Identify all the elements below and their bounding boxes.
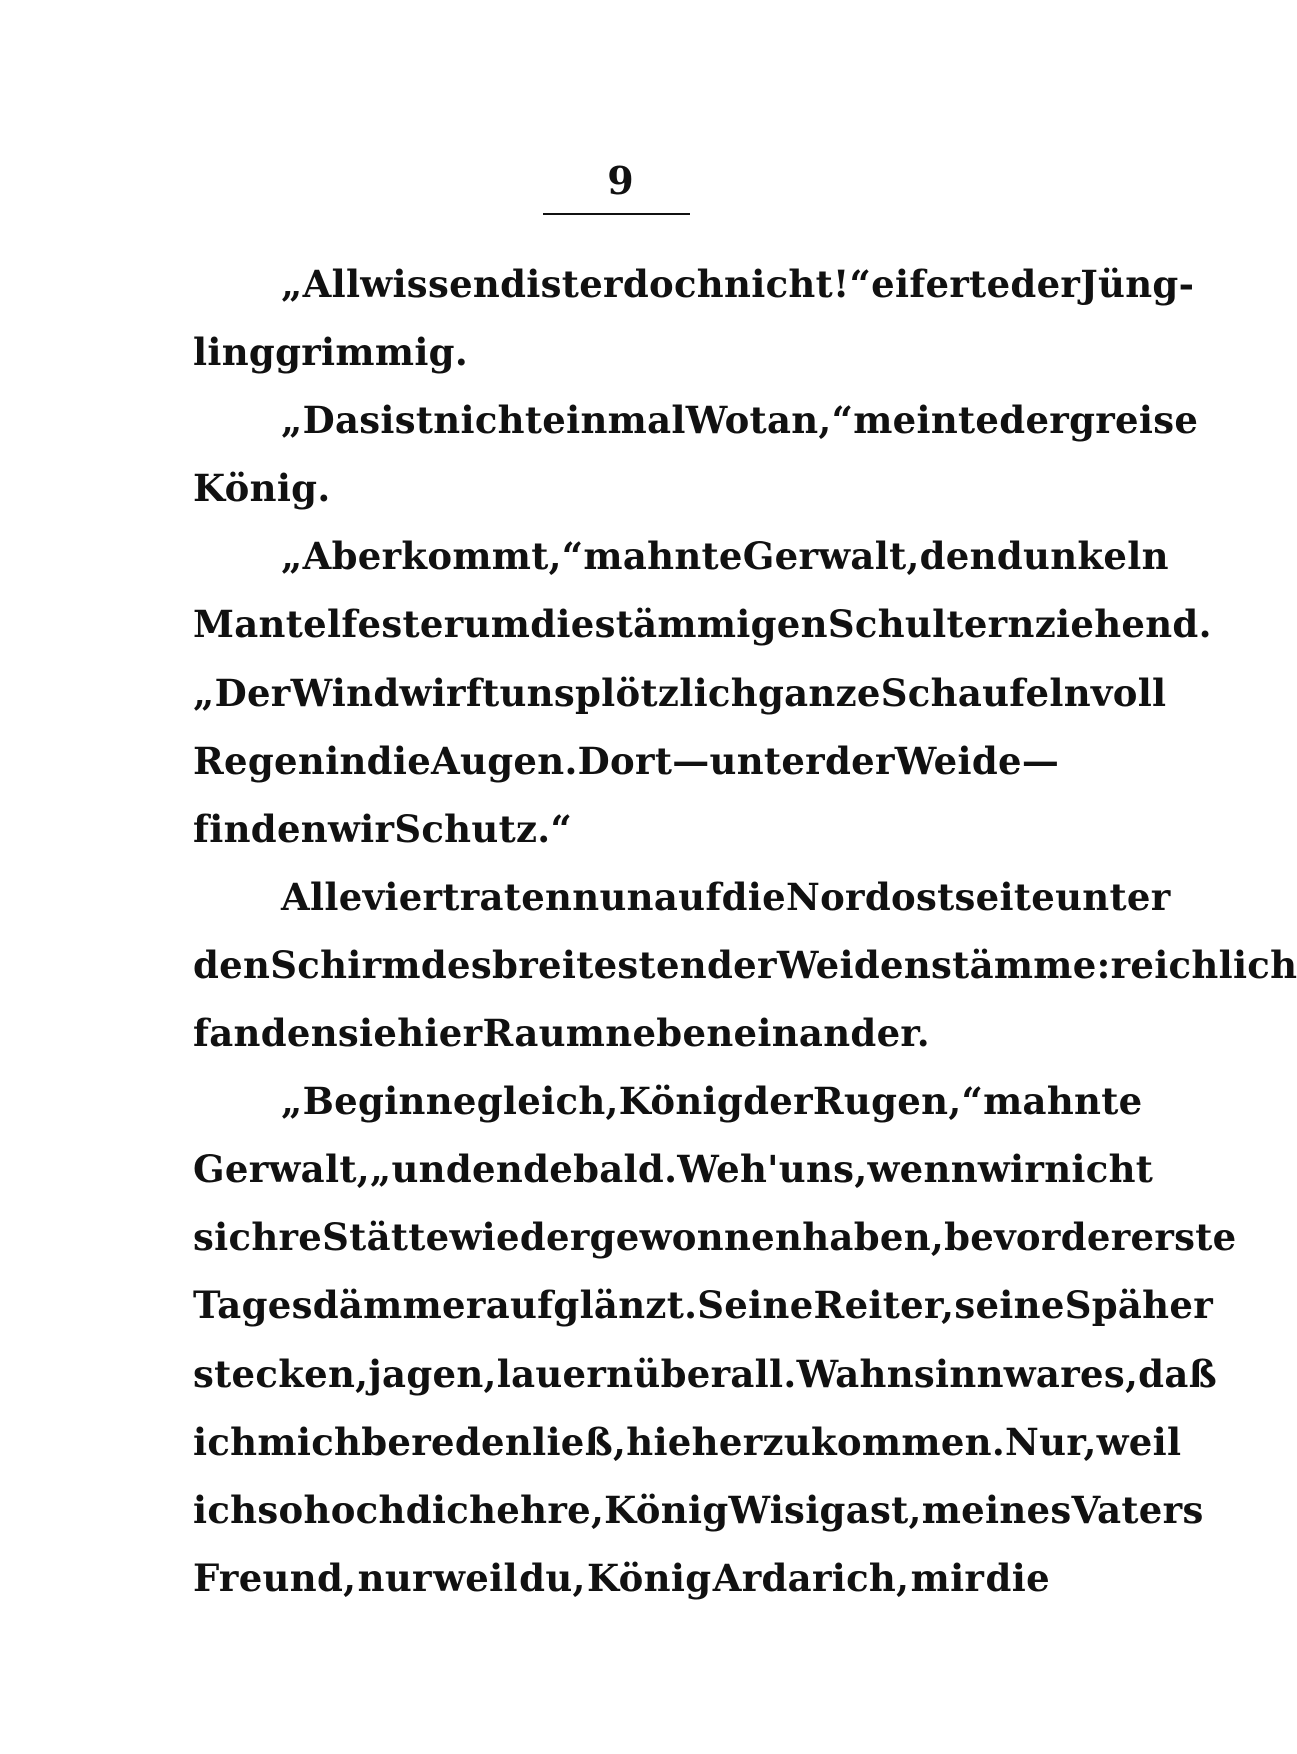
word: gewonnen <box>589 1215 803 1260</box>
word: einmal <box>542 398 686 443</box>
word: daß <box>1138 1351 1218 1396</box>
text-line <box>193 931 1297 999</box>
text-line <box>193 727 1060 795</box>
text-line <box>193 1067 1143 1135</box>
word: nicht!“ <box>724 262 872 306</box>
word: Nur, <box>1005 1419 1097 1464</box>
word: Weh' <box>677 1147 779 1192</box>
word: König <box>587 1555 712 1600</box>
word: neben <box>605 1011 734 1056</box>
word: auf <box>653 874 722 919</box>
word: ziehend. <box>1034 602 1212 647</box>
word: finden <box>193 806 328 851</box>
word: ich <box>193 1487 258 1532</box>
word: Regen <box>193 738 326 783</box>
body-text <box>193 250 1297 1612</box>
header-rule <box>543 213 690 215</box>
word: „Allwissend <box>281 262 527 306</box>
text-line <box>193 1544 1050 1612</box>
word: Schultern <box>827 602 1035 647</box>
word: Gerwalt, <box>742 534 920 579</box>
word: fanden <box>193 1011 338 1056</box>
word: Schutz.“ <box>394 806 573 851</box>
word: Mantel <box>193 602 342 647</box>
word: unter <box>1055 874 1171 919</box>
word: es, <box>1080 1351 1139 1396</box>
word: die <box>366 738 432 783</box>
text-line <box>193 318 1050 386</box>
word: Gerwalt, <box>193 1147 370 1192</box>
word: den <box>193 942 271 987</box>
word: wieder <box>449 1215 590 1260</box>
word: — <box>672 738 710 783</box>
word: wir <box>977 1147 1045 1192</box>
word: Wotan,“ <box>685 398 854 443</box>
word: stämmigen <box>594 602 828 647</box>
word: Wisigast, <box>728 1487 922 1532</box>
word: Jüng- <box>1080 262 1195 306</box>
word: des <box>420 942 493 987</box>
word: die <box>530 602 595 647</box>
word: der <box>1010 262 1081 306</box>
word: hoch <box>303 1487 406 1532</box>
word: Vaters <box>1071 1487 1204 1532</box>
word: „Das <box>281 398 381 443</box>
word: Weide <box>894 738 1022 783</box>
word: grimmig. <box>275 330 469 375</box>
word: dunkeln <box>996 534 1169 579</box>
word: fester <box>341 602 464 647</box>
text-line <box>193 1271 1213 1339</box>
word: zu <box>762 1419 811 1464</box>
word: der <box>743 1079 813 1124</box>
text-line <box>193 1340 1218 1408</box>
word: Stätte <box>322 1215 450 1260</box>
word: „Beginne <box>281 1079 477 1124</box>
word: nicht <box>433 398 543 443</box>
word: traten <box>442 874 573 919</box>
word: wenn <box>867 1147 978 1192</box>
text-line <box>193 454 1050 522</box>
text-line <box>193 1476 1204 1544</box>
word: Freund, <box>193 1555 357 1600</box>
word: hieher <box>626 1419 763 1464</box>
text-line <box>193 795 1050 863</box>
text-line <box>193 522 1169 590</box>
word: sichre <box>193 1215 323 1260</box>
word: mich <box>257 1419 362 1464</box>
word: Seine <box>697 1283 814 1328</box>
word: lauern <box>496 1351 634 1396</box>
word: nun <box>572 874 654 919</box>
word: König. <box>193 466 331 511</box>
word: Dort <box>577 738 673 783</box>
word: plötzlich <box>575 670 758 715</box>
word: Wahnsinn <box>796 1351 1004 1396</box>
word: mir <box>910 1555 985 1600</box>
text-line <box>193 1203 1237 1271</box>
word: gleich, <box>476 1079 619 1124</box>
word: greise <box>1069 398 1199 443</box>
word: Raum <box>482 1011 606 1056</box>
word: bereden <box>361 1419 533 1464</box>
word: jagen, <box>368 1351 497 1396</box>
word: ist <box>526 262 580 306</box>
text-line <box>193 1135 1154 1203</box>
word: die <box>721 874 786 919</box>
word: kommen. <box>811 1419 1006 1464</box>
word: breitesten <box>492 942 707 987</box>
word: Reiter, <box>813 1283 955 1328</box>
word: hier <box>397 1011 483 1056</box>
word: weil <box>1096 1419 1182 1464</box>
word: aufglänzt. <box>485 1283 698 1328</box>
word: Rugen,“ <box>812 1079 984 1124</box>
text-line <box>193 1408 1182 1476</box>
word: um <box>463 602 531 647</box>
word: doch <box>622 262 725 306</box>
text-line <box>193 863 1171 931</box>
word: wir <box>328 806 395 851</box>
word: Schaufeln <box>880 670 1091 715</box>
word: vier <box>362 874 443 919</box>
word: nicht <box>1044 1147 1154 1192</box>
word: meines <box>921 1487 1072 1532</box>
word: Tagesdämmer <box>193 1283 486 1328</box>
word: ende <box>472 1147 574 1192</box>
word: Ardarich, <box>712 1555 910 1600</box>
word: Augen. <box>431 738 578 783</box>
word: überall. <box>633 1351 797 1396</box>
word: der <box>707 942 777 987</box>
word: Wind <box>290 670 400 715</box>
word: wirft <box>399 670 500 715</box>
word: bevor <box>944 1215 1061 1260</box>
word: Schirm <box>270 942 421 987</box>
text-line <box>193 250 1195 318</box>
word: eiferte <box>871 262 1011 306</box>
text-line <box>193 386 1199 454</box>
word: Nordostseite <box>785 874 1056 919</box>
word: „Aber <box>281 534 402 579</box>
word: unter <box>709 738 825 783</box>
word: meinte <box>853 398 1000 443</box>
text-line <box>193 590 1212 658</box>
word: uns <box>499 670 576 715</box>
word: so <box>257 1487 304 1532</box>
word: ließ, <box>532 1419 627 1464</box>
word: ganze <box>757 670 881 715</box>
word: „und <box>369 1147 473 1192</box>
word: ist <box>380 398 434 443</box>
word: der <box>824 738 895 783</box>
word: der <box>1060 1215 1131 1260</box>
word: der <box>999 398 1070 443</box>
word: mahnte <box>583 534 743 579</box>
word: nur <box>357 1555 432 1600</box>
word: stecken, <box>193 1351 369 1396</box>
word: in <box>325 738 367 783</box>
word: bald. <box>573 1147 678 1192</box>
word: seine <box>954 1283 1065 1328</box>
word: du, <box>519 1555 586 1600</box>
word: mahnte <box>983 1079 1143 1124</box>
word: Späher <box>1064 1283 1213 1328</box>
word: kommt,“ <box>401 534 584 579</box>
word: voll <box>1090 670 1167 715</box>
word: ich <box>193 1419 258 1464</box>
text-line <box>193 999 1050 1067</box>
word: Weidenstämme: <box>776 942 1111 987</box>
word: ling <box>193 330 276 375</box>
word: weil <box>433 1555 518 1600</box>
word: Alle <box>281 874 363 919</box>
word: er <box>579 262 623 306</box>
word: haben, <box>802 1215 945 1260</box>
word: „Der <box>193 670 291 715</box>
word: uns, <box>778 1147 868 1192</box>
word: König <box>618 1079 744 1124</box>
word: König <box>604 1487 729 1532</box>
word: war <box>1003 1351 1081 1396</box>
word: — <box>1021 738 1060 783</box>
text-line <box>193 659 1167 727</box>
page-number: 9 <box>607 158 634 203</box>
word: den <box>919 534 997 579</box>
word: dich <box>405 1487 497 1532</box>
word: einander. <box>733 1011 930 1056</box>
word: ehre, <box>496 1487 605 1532</box>
word: die <box>985 1555 1050 1600</box>
word: sie <box>337 1011 398 1056</box>
word: erste <box>1130 1215 1237 1260</box>
word: reichlich <box>1110 942 1297 987</box>
